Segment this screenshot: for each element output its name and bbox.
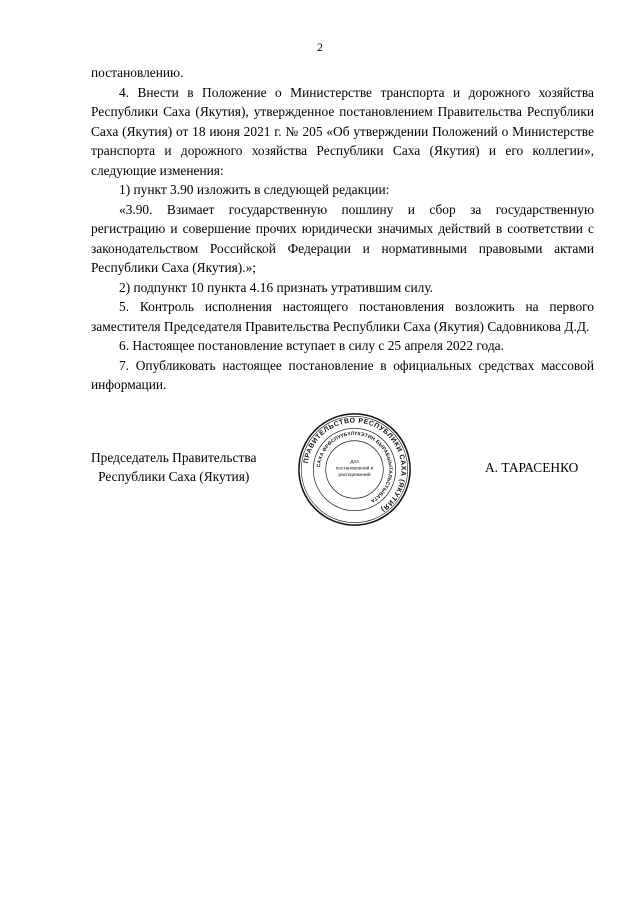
stamp-inner-ring-text: САХА ӨРӨСПҮҮБҮЛҮКЭТИН БЫРАБЫЫТАЛЬСТЫБАТА — [316, 430, 394, 504]
paragraph-subitem-1: 1) пункт 3.90 изложить в следующей редакции: — [119, 182, 390, 197]
signature-name: А. ТАРАСЕНКО — [485, 460, 579, 475]
stamp-outer-ring-text: ПРАВИТЕЛЬСТВО РЕСПУБЛИКИ САХА (ЯКУТИЯ) — [302, 417, 407, 513]
paragraph-item-5: 5. Контроль исполнения настоящего постановления возложить на первого заместителя Председателя Правительства Республики Саха (Якутия) Садовникова Д.Д. — [91, 299, 594, 334]
paragraph-item-6: 6. Настоящее постановление вступает в силу с 25 апреля 2022 года. — [119, 338, 504, 353]
stamp-center-line1: Для — [350, 459, 359, 465]
paragraph-quote-3-90: «3.90. Взимает государственную пошлину и сбор за государственную регистрацию и совершение прочих юридически значимых действий в соответствии с законодательством Российской Федерации и нормативными правовыми актами Республики Саха (Якутия).»; — [91, 201, 594, 275]
paragraph-continuation: постановлению. — [91, 65, 184, 80]
signature-position-line2: Республики Саха (Якутия) — [98, 469, 250, 484]
official-seal-stamp — [297, 412, 412, 527]
paragraph-item-4: 4. Внести в Положение о Министерстве транспорта и дорожного хозяйства Республики Саха (Якутия), утвержденное постановлением Правительства Республики Саха (Якутия) от 18 июня 2021 г. № 205 «Об утверждении Положений о Министерстве транспорта и дорожного хозяйства Республики Саха (Якутия) и его коллегии», следующие изменения: — [91, 84, 594, 178]
stamp-center-line2: постановлений и — [335, 466, 374, 472]
stamp-center-line3: распоряжений — [338, 473, 371, 479]
signature-position — [91, 448, 256, 486]
document-body — [91, 63, 594, 395]
paragraph-subitem-2: 2) подпункт 10 пункта 4.16 признать утратившим силу. — [119, 279, 434, 295]
paragraph-item-7: 7. Опубликовать настоящее постановление в официальных средствах массовой информации. — [91, 357, 594, 392]
signature-position-line1: Председатель Правительства — [91, 450, 257, 465]
page-number: 2 — [317, 40, 323, 54]
